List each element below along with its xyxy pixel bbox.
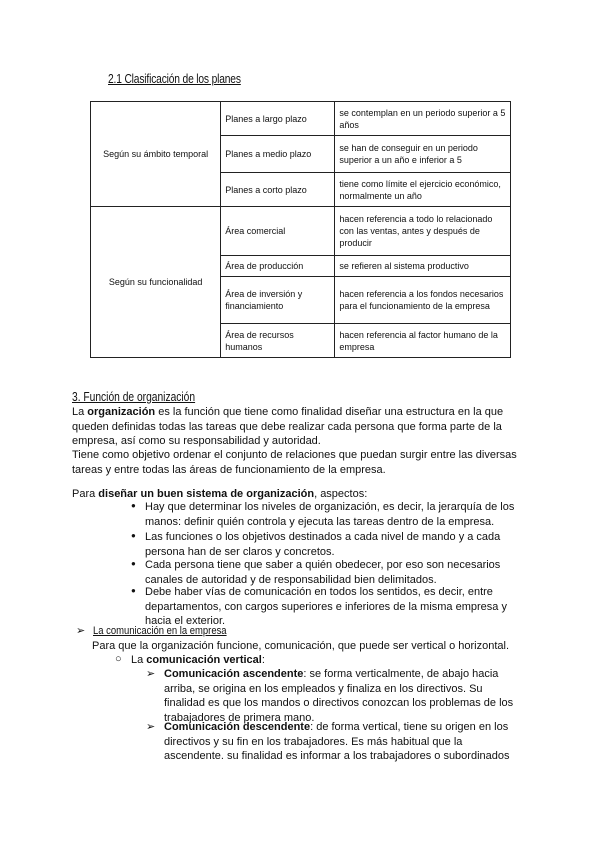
plan-type-cell: Área de recursos humanos xyxy=(221,324,335,358)
arrow-bullet-icon: ➢ xyxy=(146,668,156,680)
bold-term: organización xyxy=(87,406,156,418)
item-text: : de forma vertical, tiene su origen en los directivos y su fin en los trabajadores. Es más habitual que la ascendente. su finalidad es informar a los trabajadores o subordinados xyxy=(164,721,510,762)
plan-desc-cell: hacen referencia a todo lo relacionado con las ventas, antes y después de producir xyxy=(335,207,511,256)
plan-desc-cell: se han de conseguir en un periodo superior a un año e inferior a 5 xyxy=(335,136,511,173)
group-label-temporal: Según su ámbito temporal xyxy=(91,102,221,207)
communication-intro: Para que la organización funcione, comunicación, que puede ser vertical o horizontal. xyxy=(92,640,510,652)
organization-definition-paragraph xyxy=(72,405,522,449)
bullet-icon: ● xyxy=(131,586,136,595)
plan-type-cell: Planes a largo plazo xyxy=(221,102,335,136)
list-item: Cada persona tiene que saber a quién obedecer, por eso son necesarios canales de autoridad y de responsabilidad bien delimitados. xyxy=(145,559,501,586)
arrow-bullet-icon: ➢ xyxy=(76,625,86,637)
circle-bullet-icon: ○ xyxy=(115,653,122,665)
plan-type-cell: Planes a corto plazo xyxy=(221,173,335,207)
item-text: : xyxy=(261,654,265,666)
plan-desc-cell: se refieren al sistema productivo xyxy=(335,256,511,277)
arrow-bullet-icon: ➢ xyxy=(146,721,156,733)
paragraph-text: , aspectos: xyxy=(314,488,368,500)
bold-term: comunicación vertical xyxy=(146,654,262,666)
bullet-icon: ● xyxy=(131,559,136,568)
descending-communication-item xyxy=(164,720,524,764)
plan-desc-cell: hacen referencia a los fondos necesarios para el funcionamiento de la empresa xyxy=(335,277,511,324)
group-label-functional: Según su funcionalidad xyxy=(91,207,221,358)
list-item: Debe haber vías de comunicación en todos los sentidos, es decir, entre departamentos, con cargos superiores e inferiores de la misma empresa y hacia el exterior. xyxy=(145,586,507,627)
organization-objective-paragraph: Tiene como objetivo ordenar el conjunto de relaciones que puedan surgir entre las diversas tareas y entre todas las áreas de funcionamiento de la empresa. xyxy=(72,449,517,476)
paragraph-text: Para xyxy=(72,488,99,500)
section-2-1-heading: 2.1 Clasificación de los planes xyxy=(108,72,241,86)
bullet-icon: ● xyxy=(131,531,136,540)
plan-desc-cell: se contemplan en un periodo superior a 5 años xyxy=(335,102,511,136)
bullet-icon: ● xyxy=(131,501,136,510)
bold-term: Comunicación descendente xyxy=(164,721,311,733)
plans-classification-table xyxy=(90,101,511,358)
ascending-communication-item xyxy=(164,667,524,725)
plan-type-cell: Área de producción xyxy=(221,256,335,277)
plan-type-cell: Área comercial xyxy=(221,207,335,256)
section-3-heading: 3. Función de organización xyxy=(72,390,196,404)
item-text: La xyxy=(131,654,147,666)
plan-desc-cell: tiene como límite el ejercicio económico, normalmente un año xyxy=(335,173,511,207)
table-row xyxy=(91,207,511,256)
paragraph-text: La xyxy=(72,406,88,418)
list-item: Hay que determinar los niveles de organización, es decir, la jerarquía de los manos: definir quién controla y ejecuta las tareas dentro de la empresa. xyxy=(145,501,515,528)
communication-heading: La comunicación en la empresa xyxy=(93,625,227,637)
plan-type-cell: Planes a medio plazo xyxy=(221,136,335,173)
plan-desc-cell: hacen referencia al factor humano de la empresa xyxy=(335,324,511,358)
bold-term: diseñar un buen sistema de organización xyxy=(98,488,315,500)
list-item: Las funciones o los objetivos destinados a cada nivel de mando y a cada persona han de ser claros y concretos. xyxy=(145,531,501,558)
vertical-communication-item xyxy=(131,653,265,668)
table-row xyxy=(91,102,511,136)
paragraph-text: es la función que tiene como finalidad diseñar una estructura en la que queden definidas todas las tareas que debe realizar cada persona que forma parte de la empresa, así como su responsabilidad y autoridad. xyxy=(72,406,504,447)
plan-type-cell: Área de inversión y financiamiento xyxy=(221,277,335,324)
bold-term: Comunicación ascendente xyxy=(164,668,304,680)
item-text: : se forma verticalmente, de abajo hacia arriba, se origina en los empleados y finaliza en los directivos. Su finalidad es que los mandos o directivos conozcan los problemas de los trabajadores de primera mano. xyxy=(164,668,514,724)
